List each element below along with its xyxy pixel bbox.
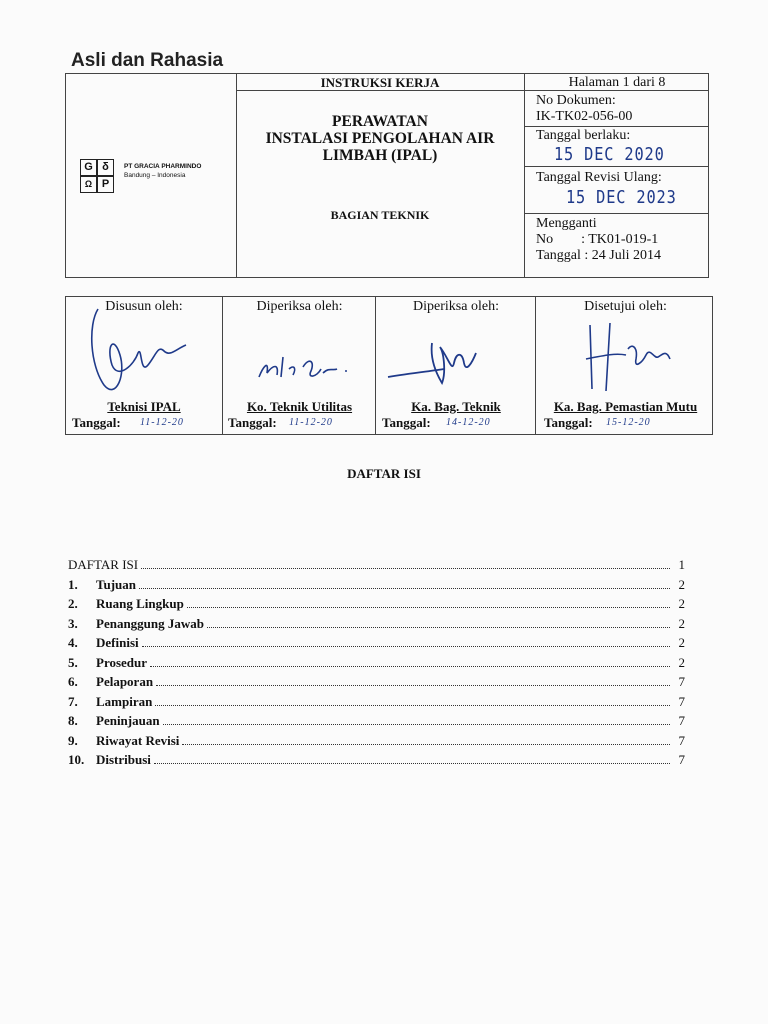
confidential-label: Asli dan Rahasia <box>71 50 224 71</box>
toc-entry-penanggung-jawab[interactable]: 3. Penanggung Jawab 2 <box>68 615 685 631</box>
signature-cell-approved: Disetujui oleh: Ka. Bag. Pemastian Mutu Tanggal: 15-12-20 <box>535 297 715 434</box>
toc-entry-peninjauan[interactable]: 8. Peninjauan 7 <box>68 713 685 728</box>
doc-no: IK-TK02-056-00 <box>536 109 633 124</box>
effective-date-stamp: 15 DEC 2020 <box>554 144 665 165</box>
effective-date-label: Tanggal berlaku: <box>536 128 631 143</box>
table-of-contents <box>68 557 685 772</box>
toc-entry-prosedur[interactable]: 5. Prosedur 2 <box>68 654 685 670</box>
toc-entry-pelaporan[interactable]: 6. Pelaporan 7 <box>68 674 685 689</box>
company-logo: G δ Ω P <box>80 159 114 193</box>
signature-cell-checked-1: Diperiksa oleh: Ko. Teknik Utilitas Tanggal: 11-12-20 <box>222 297 376 434</box>
toc-entry-definisi[interactable]: 4. Definisi 2 <box>68 635 685 650</box>
approval-signature-table <box>65 296 713 435</box>
document-header-table <box>65 73 709 278</box>
doc-type: INSTRUKSI KERJA <box>320 75 440 90</box>
toc-entry-daftar-isi[interactable]: DAFTAR ISI 1 <box>68 557 685 572</box>
signature-1 <box>86 305 206 405</box>
toc-entry-distribusi[interactable]: 10. Distribusi 7 <box>68 752 685 767</box>
toc-entry-lampiran[interactable]: 7. Lampiran 7 <box>68 693 685 709</box>
signature-cell-prepared: Disusun oleh: Teknisi IPAL Tanggal: 11-12-20 <box>66 297 222 434</box>
signature-3 <box>382 333 502 393</box>
doc-no-label: No Dokumen: <box>536 93 616 108</box>
department: BAGIAN TEKNIK <box>330 208 430 222</box>
signature-cell-checked-2: Diperiksa oleh: Ka. Bag. Teknik Tanggal: 14-12-20 <box>375 297 536 434</box>
signature-2 <box>253 347 363 392</box>
company-name: PT GRACIA PHARMINDO <box>124 163 202 170</box>
replaces-date: Tanggal : 24 Juli 2014 <box>536 248 662 263</box>
company-info <box>124 162 201 180</box>
company-city: Bandung – Indonesia <box>124 172 186 179</box>
signature-4 <box>576 319 696 399</box>
revision-date-stamp: 15 DEC 2023 <box>566 187 677 208</box>
page-count: Halaman 1 dari 8 <box>568 75 666 90</box>
revision-date-label: Tanggal Revisi Ulang: <box>536 170 662 185</box>
toc-entry-tujuan[interactable]: 1. Tujuan 2 <box>68 576 685 592</box>
toc-heading: DAFTAR ISI <box>347 466 421 481</box>
replaces-label: Mengganti <box>536 216 597 231</box>
doc-title: PERAWATAN INSTALASI PENGOLAHAN AIR LIMBAH (IPAL) <box>265 113 495 164</box>
replaces-no: No : TK01-019-1 <box>536 232 659 247</box>
toc-entry-riwayat-revisi[interactable]: 9. Riwayat Revisi 7 <box>68 732 685 748</box>
toc-entry-ruang-lingkup[interactable]: 2. Ruang Lingkup 2 <box>68 596 685 611</box>
